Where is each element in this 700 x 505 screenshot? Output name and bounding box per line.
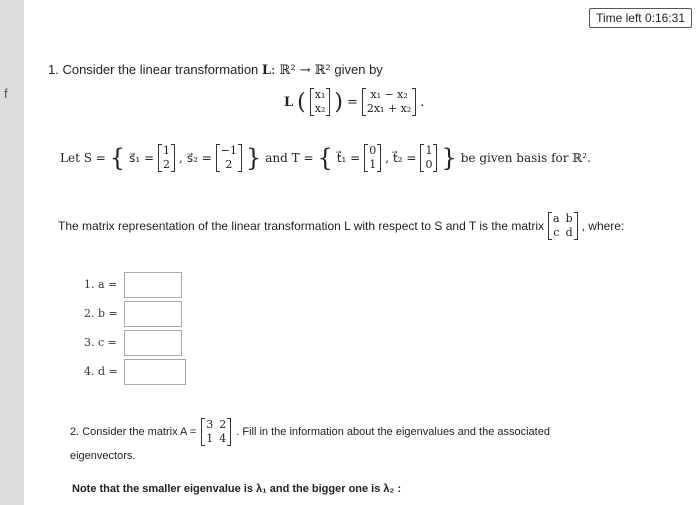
input-x2: x₂	[314, 102, 326, 115]
time-left-badge: Time left 0:16:31	[589, 8, 692, 28]
basis-s-label: Let S =	[60, 151, 106, 165]
a-entry-22: 4	[219, 432, 227, 445]
basis-suffix: be given basis for ℝ².	[460, 151, 591, 165]
matrix-a-col-2	[219, 418, 226, 446]
basis-definition	[60, 144, 591, 172]
question-1-title	[48, 62, 383, 78]
question-2-title	[70, 418, 550, 446]
sidebar-mark: f	[4, 86, 8, 101]
answer-row-b	[84, 299, 186, 328]
matrix-representation-text	[58, 212, 624, 240]
answer-d-input[interactable]	[124, 359, 186, 385]
transform-symbol: L	[261, 63, 272, 78]
t1-label: t⃗₁ =	[336, 151, 361, 165]
open-paren: (	[297, 89, 306, 115]
where-text: , where:	[581, 219, 625, 233]
s2-entry-2: 2	[225, 158, 233, 171]
answer-c-input[interactable]	[124, 330, 182, 356]
q1-title-prefix: 1. Consider the linear transformation	[48, 62, 259, 77]
answer-row-c	[84, 328, 186, 357]
entry-d: d	[565, 226, 573, 239]
answer-list	[84, 270, 186, 386]
repr-text: The matrix representation of the linear transformation L with respect to S and T is the matrix	[58, 219, 545, 233]
s1-entry-2: 2	[163, 158, 171, 171]
t1-vector	[364, 144, 381, 172]
answer-d-label: 4. d =	[84, 365, 118, 378]
q2-suffix: . Fill in the information about the eigenvalues and the associated	[236, 426, 550, 438]
open-brace-t: {	[317, 144, 333, 172]
q2-continuation: eigenvectors.	[70, 450, 136, 462]
s2-entry-1: −1	[220, 144, 237, 157]
map-lhs-label: L	[284, 94, 294, 110]
a-entry-21: 1	[206, 432, 214, 445]
input-x1: x₁	[314, 88, 326, 101]
t2-entry-2: 0	[425, 158, 433, 171]
s1-vector	[158, 144, 175, 172]
s1-entry-1: 1	[163, 144, 171, 157]
answer-c-label: 3. c =	[84, 336, 117, 349]
eigenvalue-note: Note that the smaller eigenvalue is λ₁ and the bigger one is λ₂ :	[72, 483, 402, 495]
transformation-definition	[284, 88, 424, 116]
t2-label: t⃗₂ =	[393, 151, 417, 165]
abcd-matrix	[548, 212, 578, 240]
comma: ,	[179, 151, 183, 165]
entry-c: c	[553, 226, 560, 239]
answer-row-d	[84, 357, 186, 386]
t1-entry-1: 0	[369, 144, 377, 157]
t1-entry-2: 1	[369, 158, 377, 171]
s2-label: s⃗₂ =	[186, 151, 212, 165]
open-brace: {	[109, 144, 126, 172]
matrix-a	[201, 418, 231, 446]
input-vector	[310, 88, 331, 116]
comma-t: ,	[385, 151, 390, 165]
answer-row-a	[84, 270, 186, 299]
period: .	[420, 94, 425, 110]
output-row-2: 2x₁ + x₂	[366, 102, 412, 115]
s1-label: s⃗₁ =	[129, 151, 155, 165]
a-entry-11: 3	[206, 418, 214, 431]
transform-domain: : ℝ² → ℝ²	[271, 63, 331, 78]
t2-entry-1: 1	[425, 144, 433, 157]
t2-vector	[420, 144, 437, 172]
close-brace-t: }	[441, 144, 457, 172]
output-vector	[362, 88, 416, 116]
abcd-col-2	[566, 212, 573, 240]
s2-vector	[216, 144, 242, 172]
question-page	[24, 0, 700, 505]
basis-t-label: and T =	[265, 151, 314, 165]
matrix-a-col-1	[206, 418, 219, 446]
entry-a: a	[553, 212, 560, 225]
entry-b: b	[565, 212, 573, 225]
close-brace: }	[246, 144, 262, 172]
q2-prefix: 2. Consider the matrix A =	[70, 426, 197, 438]
answer-a-input[interactable]	[124, 272, 182, 298]
answer-b-label: 2. b =	[84, 307, 118, 320]
a-entry-12: 2	[219, 418, 227, 431]
close-paren: )	[334, 89, 343, 115]
answer-b-input[interactable]	[124, 301, 182, 327]
q1-title-suffix: given by	[334, 62, 383, 77]
abcd-col-1	[553, 212, 566, 240]
left-sidebar	[0, 0, 24, 505]
answer-a-label: 1. a =	[84, 278, 118, 291]
output-row-1: x₁ − x₂	[370, 88, 408, 101]
equals-sign: =	[346, 94, 358, 110]
